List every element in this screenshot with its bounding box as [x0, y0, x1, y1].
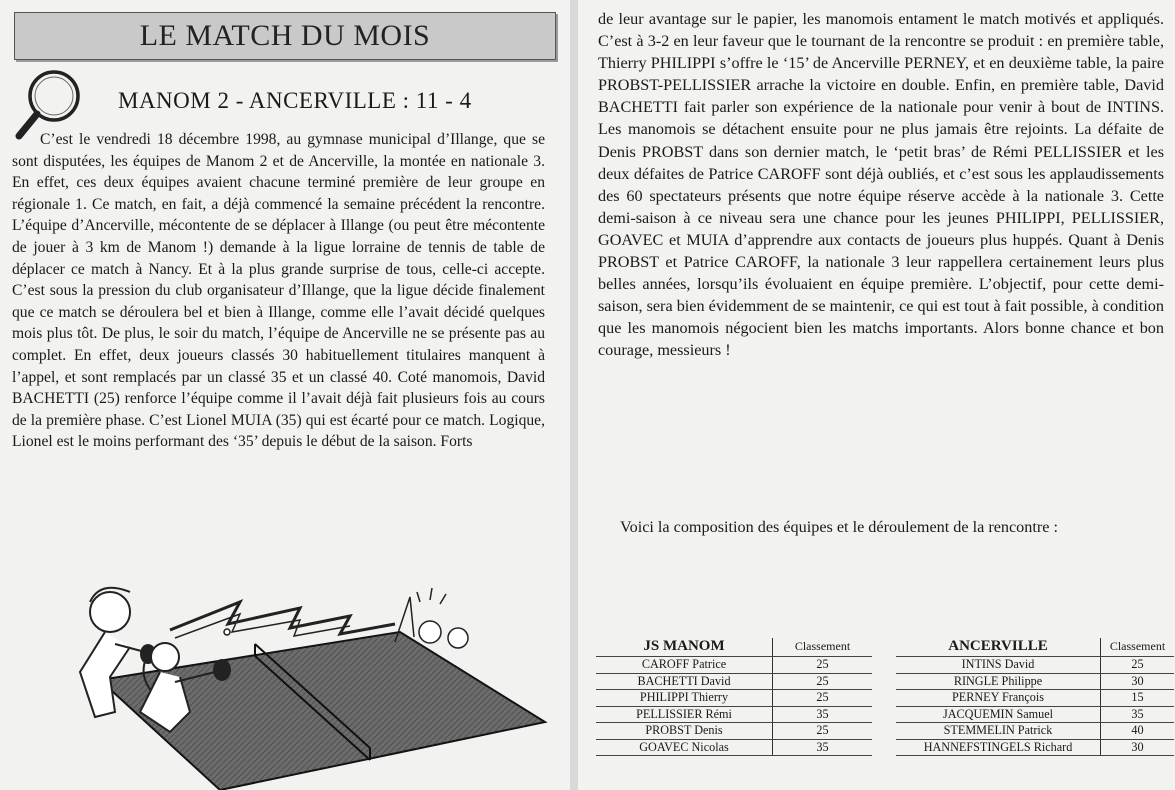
table-row	[896, 657, 1174, 674]
player-name: PERNEY François	[896, 690, 1101, 707]
table-tennis-cartoon	[0, 572, 570, 790]
player-name: STEMMELIN Patrick	[896, 723, 1101, 740]
player-name: CAROFF Patrice	[596, 657, 773, 674]
rank-header: Classement	[1101, 638, 1175, 657]
player-rank: 25	[773, 657, 873, 674]
table-row	[596, 690, 872, 707]
table-row	[596, 723, 872, 740]
match-score-heading: MANOM 2 - ANCERVILLE : 11 - 4	[118, 88, 472, 113]
player-rank: 25	[1101, 657, 1175, 674]
article-body-right: de leur avantage sur le papier, les manomois entament le match motivés et appliqués. C’est à 3-2 en leur faveur que le tournant de la rencontre se produit : en première table, Thierry PHILIPPI s’offre le ‘15’ de Ancerville PERNEY, et en deuxième table, la paire PROBST-PELLISSIER arrache la victoire en double. Enfin, en première table, David BACHETTI fait parler son expérience de la nationale pour venir à bout de INTINS. Les manomois se détachent ensuite pour ne plus jamais être rejoints. La défaite de Denis PROBST dans son dernier match, le ‘petit bras’ de Rémi PELLISSIER et les deux défaites de Patrice CAROFF sont déjà oubliés, et c’est sous les applaudissements des 60 spectateurs présents que notre équipe réserve accède à la nationale 3. Cette demi-saison à ce niveau sera une chance pour les jeunes PHILIPPI, PELLISSIER, GOAVEC et MUIA d’apprendre aux contacts de joueurs plus huppés. Quant à Denis PROBST et Patrice CAROFF, la nationale 3 leur rappellera certainement leurs plus belles années, lorsqu’ils évoluaient en équipe première. L’objectif, pour cette demi-saison, sera bien évidemment de se maintenir, ce qui est tout à fait possible, à condition que les manomois négocient bien les matchs importants. Alors bonne chance et bon courage, messieurs !	[598, 10, 1164, 360]
right-page	[578, 0, 1175, 790]
team-table-ancerville	[896, 638, 1174, 756]
table-row	[896, 673, 1174, 690]
table-row	[896, 690, 1174, 707]
player-rank: 25	[773, 690, 873, 707]
player-rank: 15	[1101, 690, 1175, 707]
table-row	[596, 673, 872, 690]
player-rank: 25	[773, 723, 873, 740]
table-row	[896, 739, 1174, 756]
player-name: JACQUEMIN Samuel	[896, 706, 1101, 723]
table-row	[896, 706, 1174, 723]
player-name: BACHETTI David	[596, 673, 773, 690]
table-row	[596, 657, 872, 674]
team-name-away: ANCERVILLE	[896, 638, 1101, 657]
page-banner	[14, 12, 556, 60]
article-body-left: C’est le vendredi 18 décembre 1998, au gymnase municipal d’Illange, que se sont disputées, les équipes de Manom 2 et de Ancerville, la montée en nationale 3. En effet, ces deux équipes avaient chacune terminé première de leur groupe en régionale 1. Ce match, en fait, a déjà commencé la semaine précédent la rencontre. L’équipe d’Ancerville, mécontente de se déplacer à Illange (ou peut être mécontente de jouer à 3 km de Manom !) demande à la ligue lorraine de tennis de table de déplacer ce match à Nancy. Et à la plus grande surprise de tous, celle-ci accepte. C’est sous la pression du club organisateur d’Illange, que la ligue décide finalement que ce match se déroulera bel et bien à Illange, comme elle l’avait décidé quelques mois plus tôt. De plus, le soir du match, l’équipe de Ancerville ne se présente pas au complet. En effet, deux joueurs classés 30 habituellement titulaires manquent à l’appel, et sont remplacés par un classé 35 et un classé 40. Coté manomois, David BACHETTI (25) renforce l’équipe comme il l’avait déjà fait plusieurs fois au cours de la première phase. C’est Lionel MUIA (35) qui est écarté pour ce match. Logique, Lionel est le moins performant des ‘35’ depuis le début de la saison. Forts	[12, 131, 545, 451]
player-rank: 35	[773, 739, 873, 756]
team-name-home: JS MANOM	[596, 638, 773, 657]
player-rank: 30	[1101, 739, 1175, 756]
player-name: PHILIPPI Thierry	[596, 690, 773, 707]
table-row	[596, 706, 872, 723]
composition-intro: Voici la composition des équipes et le déroulement de la rencontre :	[620, 518, 1058, 536]
player-name: PELLISSIER Rémi	[596, 706, 773, 723]
player-name: INTINS David	[896, 657, 1101, 674]
player-name: RINGLE Philippe	[896, 673, 1101, 690]
player-name: PROBST Denis	[596, 723, 773, 740]
rank-header: Classement	[773, 638, 873, 657]
player-rank: 35	[1101, 706, 1175, 723]
banner-title: LE MATCH DU MOIS	[139, 19, 431, 52]
table-row	[896, 723, 1174, 740]
player-rank: 30	[1101, 673, 1175, 690]
player-name: HANNEFSTINGELS Richard	[896, 739, 1101, 756]
table-row	[596, 739, 872, 756]
player-name: GOAVEC Nicolas	[596, 739, 773, 756]
team-table-manom	[596, 638, 872, 756]
player-rank: 25	[773, 673, 873, 690]
player-rank: 35	[773, 706, 873, 723]
player-rank: 40	[1101, 723, 1175, 740]
left-page	[0, 0, 570, 790]
